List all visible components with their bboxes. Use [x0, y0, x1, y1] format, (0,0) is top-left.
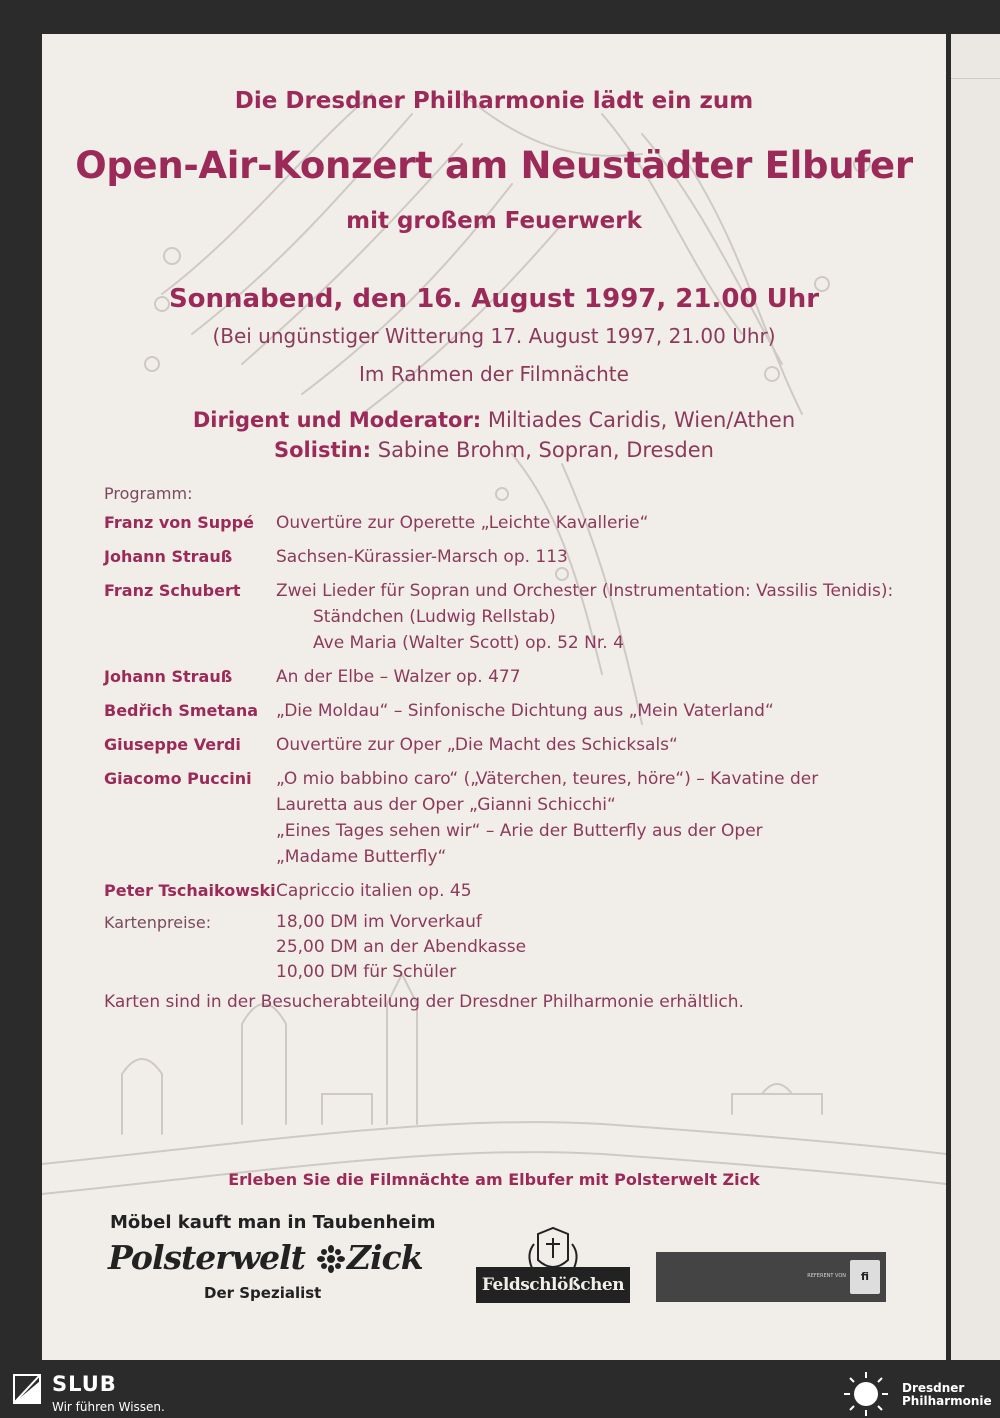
moebel-slogan: Möbel kauft man in Taubenheim — [110, 1212, 436, 1233]
work-titles — [276, 578, 924, 656]
slub-tagline: Wir führen Wissen. — [52, 1400, 165, 1414]
program-row — [104, 698, 924, 724]
program-row — [104, 510, 924, 536]
sponsor-logo: fi — [850, 1260, 880, 1294]
event-date: Sonnabend, den 16. August 1997, 21.00 Uhr — [168, 284, 820, 314]
work-titles — [276, 698, 924, 724]
prices-values — [276, 910, 526, 985]
philharmonie-name — [902, 1382, 992, 1408]
program-row — [104, 578, 924, 656]
composer-name: Franz Schubert — [104, 581, 241, 600]
next-page-edge — [951, 34, 1000, 1360]
page-title: Open-Air-Konzert am Neustädter Elbufer — [75, 144, 913, 187]
soloist-line — [42, 438, 946, 462]
sponsor-caption: REFERENT VON — [807, 1273, 846, 1279]
zick-logo: Zick — [347, 1238, 423, 1277]
soloist-label: Solistin: — [274, 438, 372, 462]
poster-page — [42, 34, 946, 1360]
price-boxoffice: 25,00 DM an der Abendkasse — [276, 937, 527, 957]
work-titles — [276, 664, 924, 690]
polsterwelt-logo: Polsterwelt — [108, 1238, 305, 1277]
composer-name: Johann Strauß — [104, 547, 233, 566]
philharmonie-line1: Dresdner — [902, 1381, 965, 1395]
conductor-label: Dirigent und Moderator: — [192, 408, 482, 432]
program-row — [104, 878, 924, 904]
song-title: Ständchen (Ludwig Rellstab) — [313, 607, 556, 627]
event-frame: Im Rahmen der Filmnächte — [359, 362, 629, 386]
work-titles — [276, 766, 924, 870]
prices-block — [104, 910, 526, 985]
program-label: Programm: — [104, 484, 193, 503]
work-title: Sachsen-Kürassier-Marsch op. 113 — [276, 547, 568, 567]
alternative-date: (Bei ungünstiger Witterung 17. August 1997, 21.00 Uhr) — [212, 324, 776, 348]
philharmonie-sun-icon — [842, 1370, 890, 1418]
program-row — [104, 664, 924, 690]
work-titles — [276, 732, 924, 758]
work-title: Ouvertüre zur Oper „Die Macht des Schicksals“ — [276, 735, 678, 755]
composer-name: Bedřich Smetana — [104, 701, 258, 720]
subtitle: mit großem Feuerwerk — [346, 208, 642, 234]
feldschloesschen-logo: Feldschlößchen — [476, 1267, 630, 1303]
work-title: Capriccio italien op. 45 — [276, 881, 472, 901]
sponsor-banner — [656, 1252, 886, 1302]
work-title: „Die Moldau“ – Sinfonische Dichtung aus „Mein Vaterland“ — [276, 701, 774, 721]
intro-line: Die Dresdner Philharmonie lädt ein zum — [234, 88, 754, 114]
work-title: „Madame Butterfly“ — [276, 847, 447, 867]
flower-icon — [317, 1245, 345, 1273]
work-titles — [276, 510, 924, 536]
price-students: 10,00 DM für Schüler — [276, 962, 457, 982]
work-title: Ouvertüre zur Operette „Leichte Kavallerie“ — [276, 513, 649, 533]
price-presale: 18,00 DM im Vorverkauf — [276, 912, 482, 932]
work-title: An der Elbe – Walzer op. 477 — [276, 667, 521, 687]
composer-name: Johann Strauß — [104, 667, 233, 686]
conductor-line — [42, 408, 946, 432]
soloist-name: Sabine Brohm, Sopran, Dresden — [377, 438, 714, 462]
work-title: Zwei Lieder für Sopran und Orchester (Instrumentation: Vassilis Tenidis): — [276, 581, 894, 601]
program-row — [104, 732, 924, 758]
conductor-name: Miltiades Caridis, Wien/Athen — [487, 408, 796, 432]
composer-name: Franz von Suppé — [104, 513, 254, 532]
song-title: Ave Maria (Walter Scott) op. 52 Nr. 4 — [313, 633, 624, 653]
composer-name: Peter Tschaikowski — [104, 881, 276, 900]
work-title: Lauretta aus der Oper „Gianni Schicchi“ — [276, 795, 616, 815]
work-titles — [276, 878, 924, 904]
work-titles — [276, 544, 924, 570]
work-title: „O mio babbino caro“ („Väterchen, teures, höre“) – Kavatine der — [276, 769, 819, 789]
program-row — [104, 766, 924, 870]
program-list — [104, 510, 924, 912]
slub-icon — [12, 1373, 42, 1405]
tickets-note: Karten sind in der Besucherabteilung der Dresdner Philharmonie erhältlich. — [104, 992, 744, 1012]
work-title: „Eines Tages sehen wir“ – Arie der Butterfly aus der Oper — [276, 821, 763, 841]
slub-name: SLUB — [52, 1372, 117, 1396]
spezialist-slogan: Der Spezialist — [204, 1284, 322, 1302]
philharmonie-line2: Philharmonie — [902, 1394, 992, 1408]
sponsor-tagline: Erleben Sie die Filmnächte am Elbufer mit Polsterwelt Zick — [228, 1170, 760, 1189]
program-row — [104, 544, 924, 570]
prices-label: Kartenpreise: — [104, 913, 212, 932]
composer-name: Giuseppe Verdi — [104, 735, 241, 754]
composer-name: Giacomo Puccini — [104, 769, 252, 788]
